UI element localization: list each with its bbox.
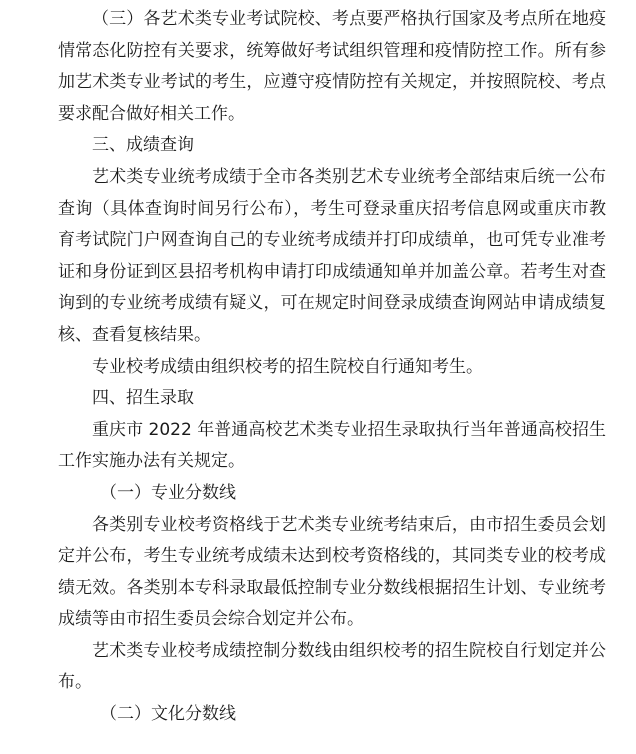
paragraph-school-exam-notice: 专业校考成绩由组织校考的招生院校自行通知考生。 <box>92 356 483 377</box>
paragraph-exam-epidemic-control: （三）各艺术类专业考试院校、考点要严格执行国家及考点所在地疫情常态化防控有关要求，统筹做好考试组织管理和疫情防控工作。所有参加艺术类专业考试的考生，应遵守疫情防控有关规定，并按照院校、考点要求配合做好相关工作。 <box>58 9 606 124</box>
heading-admission: 四、招生录取 <box>92 388 194 409</box>
paragraph-score-query-details: 艺术类专业统考成绩于全市各类别艺术专业统考全部结束后统一公布查询（具体查询时间另行公布），考生可登录重庆招考信息网或重庆市教育考试院门户网查询自己的专业统考成绩并打印成绩单，也可凭专业准考证和身份证到区县招考机构申请打印成绩通知单并加盖公章。若考生对查询到的专业统考成绩有疑义，可在规定时间登录成绩查询网站申请成绩复核、查看复核结果。 <box>58 166 606 345</box>
subheading-major-score-line: （一）专业分数线 <box>100 482 236 503</box>
paragraph-admission-rules: 重庆市 2022 年普通高校艺术类专业招生录取执行当年普通高校招生工作实施办法有关规定。 <box>58 419 606 472</box>
paragraph-major-score-line-details: 各类别专业校考资格线于艺术类专业统考结束后，由市招生委员会划定并公布，考生专业统考成绩未达到校考资格线的，其同类专业的校考成绩无效。各类别本专科录取最低控制专业分数线根据招生计划、专业统考成绩等由市招生委员会综合划定并公布。 <box>58 514 606 630</box>
paragraph-school-score-line: 艺术类专业校考成绩控制分数线由组织校考的招生院校自行划定并公布。 <box>58 640 606 693</box>
heading-score-query: 三、成绩查询 <box>92 135 194 156</box>
subheading-culture-score-line: （二）文化分数线 <box>100 704 236 725</box>
